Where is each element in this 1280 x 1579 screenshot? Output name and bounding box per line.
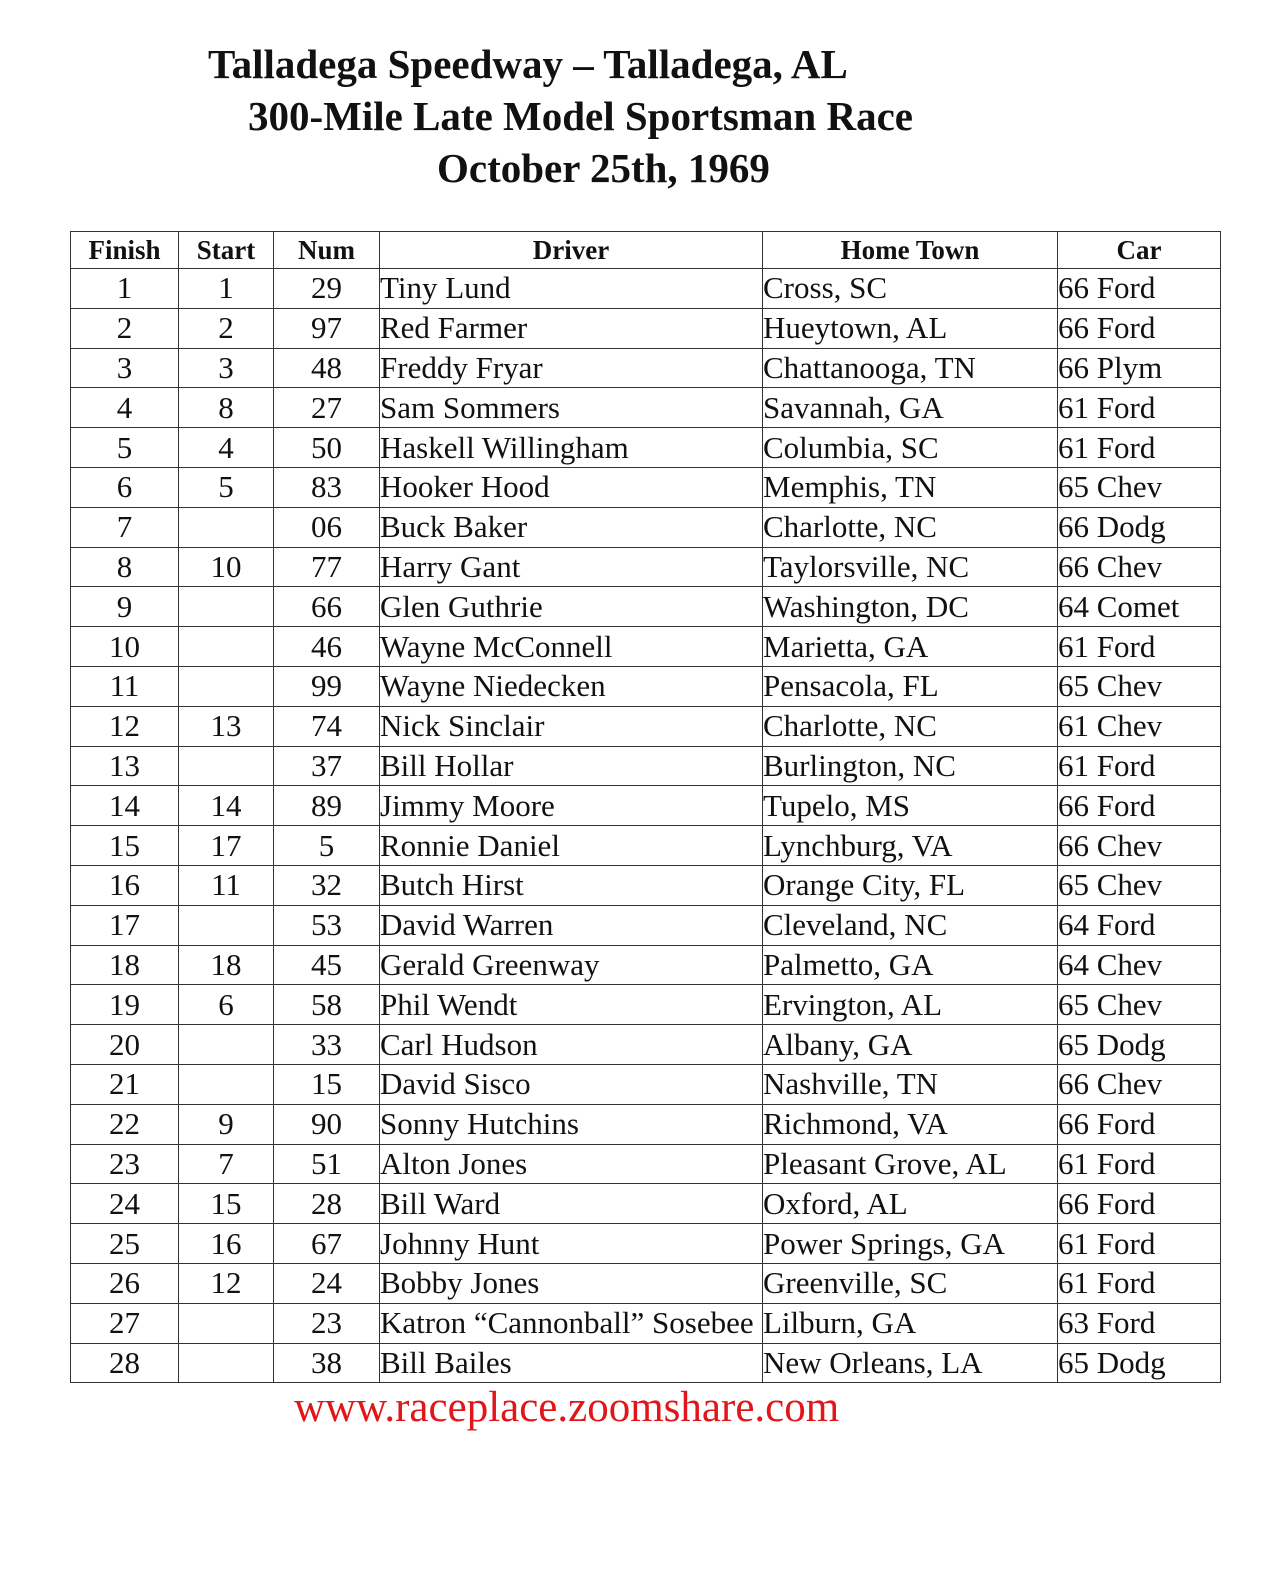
finish-cell: 15 <box>71 826 179 866</box>
car-cell: 61 Ford <box>1058 627 1221 667</box>
finish-cell: 8 <box>71 547 179 587</box>
car-cell: 66 Ford <box>1058 1104 1221 1144</box>
driver-cell: Wayne McConnell <box>380 627 763 667</box>
driver-cell: Bill Hollar <box>380 746 763 786</box>
car-cell: 66 Chev <box>1058 826 1221 866</box>
car-cell: 66 Dodg <box>1058 507 1221 547</box>
start-cell <box>179 1064 274 1104</box>
home-town-cell: Columbia, SC <box>763 428 1058 468</box>
table-row <box>71 826 1221 866</box>
car-cell: 64 Comet <box>1058 587 1221 627</box>
home-town-cell: Oxford, AL <box>763 1184 1058 1224</box>
finish-cell: 12 <box>71 706 179 746</box>
start-cell <box>179 1303 274 1343</box>
num-cell: 29 <box>274 269 380 309</box>
finish-cell: 21 <box>71 1064 179 1104</box>
home-town-cell: Pleasant Grove, AL <box>763 1144 1058 1184</box>
start-cell <box>179 627 274 667</box>
document-title: Talladega Speedway – Talladega, AL <box>208 41 848 87</box>
start-cell: 14 <box>179 786 274 826</box>
num-cell: 53 <box>274 905 380 945</box>
num-cell: 27 <box>274 388 380 428</box>
finish-cell: 19 <box>71 985 179 1025</box>
driver-cell: Sam Sommers <box>380 388 763 428</box>
driver-cell: Tiny Lund <box>380 269 763 309</box>
home-town-cell: Marietta, GA <box>763 627 1058 667</box>
start-cell: 2 <box>179 308 274 348</box>
driver-cell: Haskell Willingham <box>380 428 763 468</box>
car-cell: 61 Ford <box>1058 1224 1221 1264</box>
driver-cell: Red Farmer <box>380 308 763 348</box>
start-cell: 16 <box>179 1224 274 1264</box>
num-cell: 66 <box>274 587 380 627</box>
home-town-cell: Richmond, VA <box>763 1104 1058 1144</box>
start-cell: 18 <box>179 945 274 985</box>
car-cell: 66 Ford <box>1058 786 1221 826</box>
finish-cell: 25 <box>71 1224 179 1264</box>
column-header-car: Car <box>1058 232 1221 269</box>
driver-cell: Harry Gant <box>380 547 763 587</box>
start-cell <box>179 905 274 945</box>
table-row <box>71 308 1221 348</box>
driver-cell: Jimmy Moore <box>380 786 763 826</box>
finish-cell: 22 <box>71 1104 179 1144</box>
start-cell: 7 <box>179 1144 274 1184</box>
column-header-driver: Driver <box>380 232 763 269</box>
home-town-cell: Savannah, GA <box>763 388 1058 428</box>
start-cell: 12 <box>179 1263 274 1303</box>
car-cell: 61 Ford <box>1058 388 1221 428</box>
table-row <box>71 746 1221 786</box>
start-cell <box>179 507 274 547</box>
driver-cell: Ronnie Daniel <box>380 826 763 866</box>
num-cell: 50 <box>274 428 380 468</box>
table-row <box>71 627 1221 667</box>
finish-cell: 1 <box>71 269 179 309</box>
home-town-cell: Pensacola, FL <box>763 666 1058 706</box>
start-cell: 5 <box>179 467 274 507</box>
driver-cell: Glen Guthrie <box>380 587 763 627</box>
finish-cell: 9 <box>71 587 179 627</box>
num-cell: 58 <box>274 985 380 1025</box>
num-cell: 48 <box>274 348 380 388</box>
num-cell: 51 <box>274 1144 380 1184</box>
home-town-cell: Ervington, AL <box>763 985 1058 1025</box>
table-row <box>71 1263 1221 1303</box>
finish-cell: 17 <box>71 905 179 945</box>
finish-cell: 5 <box>71 428 179 468</box>
car-cell: 66 Ford <box>1058 1184 1221 1224</box>
finish-cell: 14 <box>71 786 179 826</box>
driver-cell: Freddy Fryar <box>380 348 763 388</box>
home-town-cell: Cross, SC <box>763 269 1058 309</box>
finish-cell: 20 <box>71 1025 179 1065</box>
car-cell: 61 Ford <box>1058 1144 1221 1184</box>
car-cell: 65 Chev <box>1058 467 1221 507</box>
num-cell: 74 <box>274 706 380 746</box>
column-header-num: Num <box>274 232 380 269</box>
table-row <box>71 865 1221 905</box>
driver-cell: Bill Bailes <box>380 1343 763 1383</box>
num-cell: 90 <box>274 1104 380 1144</box>
start-cell: 17 <box>179 826 274 866</box>
home-town-cell: Cleveland, NC <box>763 905 1058 945</box>
results-table <box>70 231 1221 1383</box>
num-cell: 38 <box>274 1343 380 1383</box>
home-town-cell: Power Springs, GA <box>763 1224 1058 1264</box>
finish-cell: 24 <box>71 1184 179 1224</box>
car-cell: 65 Chev <box>1058 985 1221 1025</box>
finish-cell: 26 <box>71 1263 179 1303</box>
num-cell: 77 <box>274 547 380 587</box>
car-cell: 66 Plym <box>1058 348 1221 388</box>
header-row <box>71 232 1221 269</box>
finish-cell: 28 <box>71 1343 179 1383</box>
table-row <box>71 547 1221 587</box>
driver-cell: Carl Hudson <box>380 1025 763 1065</box>
table-row <box>71 269 1221 309</box>
race-name: 300-Mile Late Model Sportsman Race <box>248 93 913 139</box>
car-cell: 61 Ford <box>1058 428 1221 468</box>
driver-cell: David Sisco <box>380 1064 763 1104</box>
car-cell: 66 Chev <box>1058 547 1221 587</box>
start-cell: 4 <box>179 428 274 468</box>
car-cell: 65 Dodg <box>1058 1025 1221 1065</box>
car-cell: 66 Ford <box>1058 269 1221 309</box>
driver-cell: Butch Hirst <box>380 865 763 905</box>
table-row <box>71 905 1221 945</box>
driver-cell: Bobby Jones <box>380 1263 763 1303</box>
race-date: October 25th, 1969 <box>437 145 770 191</box>
num-cell: 89 <box>274 786 380 826</box>
car-cell: 61 Chev <box>1058 706 1221 746</box>
driver-cell: Buck Baker <box>380 507 763 547</box>
num-cell: 24 <box>274 1263 380 1303</box>
driver-cell: Hooker Hood <box>380 467 763 507</box>
start-cell: 9 <box>179 1104 274 1144</box>
driver-cell: David Warren <box>380 905 763 945</box>
table-row <box>71 1104 1221 1144</box>
num-cell: 23 <box>274 1303 380 1343</box>
car-cell: 64 Chev <box>1058 945 1221 985</box>
finish-cell: 18 <box>71 945 179 985</box>
column-header-start: Start <box>179 232 274 269</box>
table-row <box>71 1144 1221 1184</box>
num-cell: 33 <box>274 1025 380 1065</box>
driver-cell: Katron “Cannonball” Sosebee <box>380 1303 763 1343</box>
home-town-cell: Chattanooga, TN <box>763 348 1058 388</box>
start-cell: 8 <box>179 388 274 428</box>
table-row <box>71 428 1221 468</box>
driver-cell: Alton Jones <box>380 1144 763 1184</box>
start-cell: 11 <box>179 865 274 905</box>
finish-cell: 6 <box>71 467 179 507</box>
table-row <box>71 507 1221 547</box>
car-cell: 61 Ford <box>1058 746 1221 786</box>
home-town-cell: New Orleans, LA <box>763 1343 1058 1383</box>
driver-cell: Phil Wendt <box>380 985 763 1025</box>
car-cell: 65 Chev <box>1058 666 1221 706</box>
home-town-cell: Albany, GA <box>763 1025 1058 1065</box>
home-town-cell: Washington, DC <box>763 587 1058 627</box>
finish-cell: 27 <box>71 1303 179 1343</box>
car-cell: 66 Ford <box>1058 308 1221 348</box>
num-cell: 5 <box>274 826 380 866</box>
num-cell: 32 <box>274 865 380 905</box>
column-header-home-town: Home Town <box>763 232 1058 269</box>
home-town-cell: Charlotte, NC <box>763 507 1058 547</box>
home-town-cell: Lilburn, GA <box>763 1303 1058 1343</box>
num-cell: 99 <box>274 666 380 706</box>
table-row <box>71 388 1221 428</box>
website-url: www.raceplace.zoomshare.com <box>294 1384 840 1431</box>
driver-cell: Johnny Hunt <box>380 1224 763 1264</box>
start-cell <box>179 746 274 786</box>
finish-cell: 16 <box>71 865 179 905</box>
home-town-cell: Nashville, TN <box>763 1064 1058 1104</box>
driver-cell: Gerald Greenway <box>380 945 763 985</box>
finish-cell: 2 <box>71 308 179 348</box>
table-row <box>71 467 1221 507</box>
car-cell: 63 Ford <box>1058 1303 1221 1343</box>
num-cell: 37 <box>274 746 380 786</box>
table-row <box>71 706 1221 746</box>
table-row <box>71 786 1221 826</box>
start-cell: 15 <box>179 1184 274 1224</box>
finish-cell: 11 <box>71 666 179 706</box>
car-cell: 65 Dodg <box>1058 1343 1221 1383</box>
num-cell: 97 <box>274 308 380 348</box>
car-cell: 66 Chev <box>1058 1064 1221 1104</box>
finish-cell: 3 <box>71 348 179 388</box>
num-cell: 15 <box>274 1064 380 1104</box>
num-cell: 83 <box>274 467 380 507</box>
home-town-cell: Lynchburg, VA <box>763 826 1058 866</box>
num-cell: 28 <box>274 1184 380 1224</box>
start-cell <box>179 1343 274 1383</box>
start-cell: 3 <box>179 348 274 388</box>
driver-cell: Wayne Niedecken <box>380 666 763 706</box>
table-row <box>71 1303 1221 1343</box>
start-cell <box>179 1025 274 1065</box>
home-town-cell: Greenville, SC <box>763 1263 1058 1303</box>
car-cell: 65 Chev <box>1058 865 1221 905</box>
table-row <box>71 1224 1221 1264</box>
home-town-cell: Charlotte, NC <box>763 706 1058 746</box>
home-town-cell: Palmetto, GA <box>763 945 1058 985</box>
start-cell <box>179 587 274 627</box>
home-town-cell: Orange City, FL <box>763 865 1058 905</box>
num-cell: 45 <box>274 945 380 985</box>
table-row <box>71 1064 1221 1104</box>
table-row <box>71 1343 1221 1383</box>
start-cell: 1 <box>179 269 274 309</box>
home-town-cell: Tupelo, MS <box>763 786 1058 826</box>
start-cell <box>179 666 274 706</box>
num-cell: 46 <box>274 627 380 667</box>
home-town-cell: Hueytown, AL <box>763 308 1058 348</box>
table-row <box>71 1184 1221 1224</box>
finish-cell: 23 <box>71 1144 179 1184</box>
table-row <box>71 587 1221 627</box>
finish-cell: 13 <box>71 746 179 786</box>
car-cell: 64 Ford <box>1058 905 1221 945</box>
home-town-cell: Memphis, TN <box>763 467 1058 507</box>
table-row <box>71 1025 1221 1065</box>
finish-cell: 4 <box>71 388 179 428</box>
finish-cell: 7 <box>71 507 179 547</box>
column-header-finish: Finish <box>71 232 179 269</box>
start-cell: 6 <box>179 985 274 1025</box>
car-cell: 61 Ford <box>1058 1263 1221 1303</box>
table-row <box>71 985 1221 1025</box>
table-row <box>71 348 1221 388</box>
start-cell: 10 <box>179 547 274 587</box>
num-cell: 67 <box>274 1224 380 1264</box>
finish-cell: 10 <box>71 627 179 667</box>
home-town-cell: Burlington, NC <box>763 746 1058 786</box>
home-town-cell: Taylorsville, NC <box>763 547 1058 587</box>
table-row <box>71 666 1221 706</box>
table-row <box>71 945 1221 985</box>
driver-cell: Bill Ward <box>380 1184 763 1224</box>
num-cell: 06 <box>274 507 380 547</box>
start-cell: 13 <box>179 706 274 746</box>
driver-cell: Nick Sinclair <box>380 706 763 746</box>
driver-cell: Sonny Hutchins <box>380 1104 763 1144</box>
